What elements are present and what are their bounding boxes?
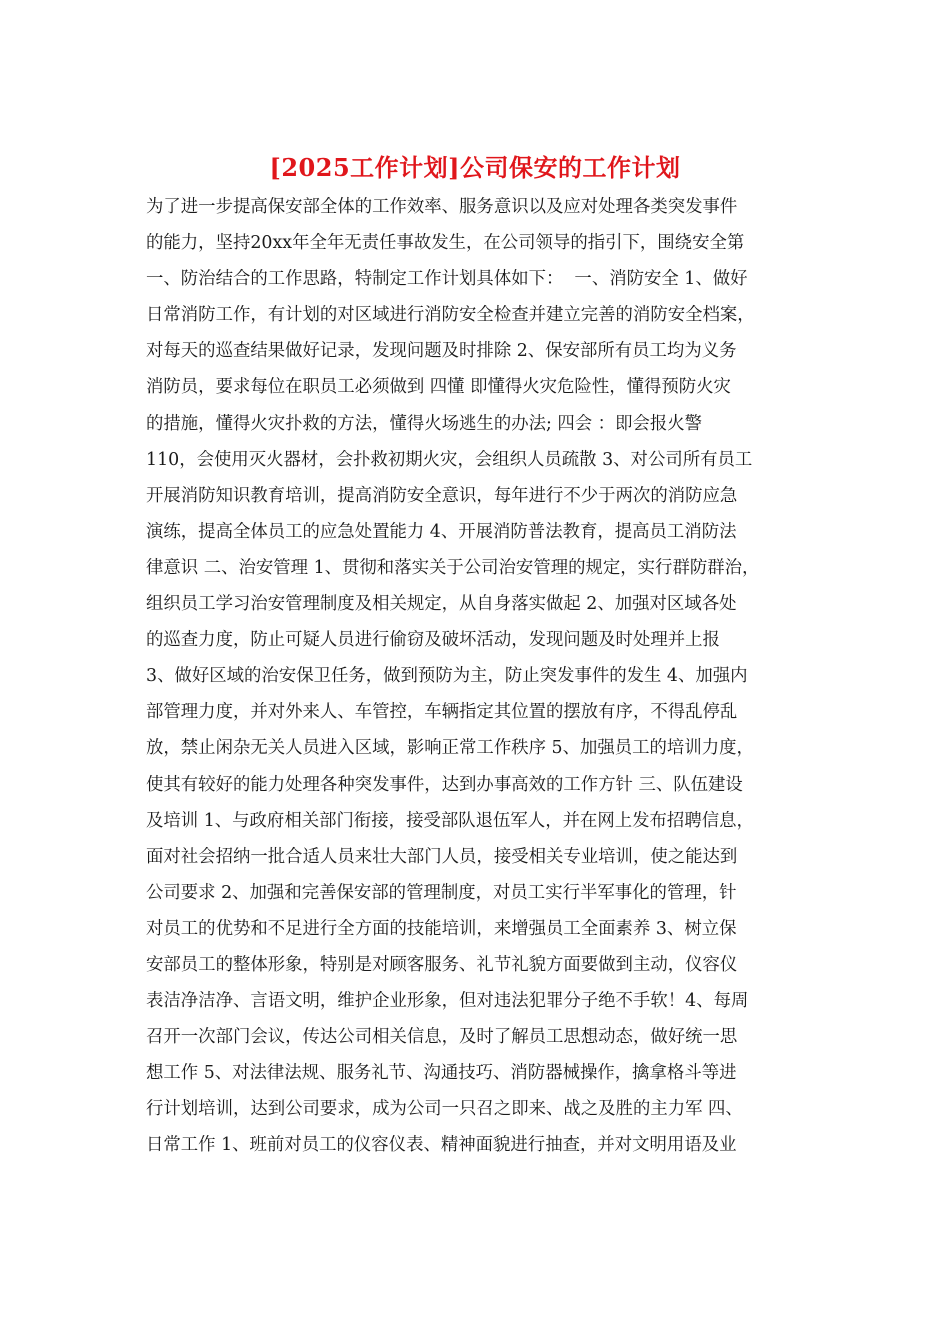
- body-line: 的措施，懂得火灾扑救的方法，懂得火场逃生的办法; 四会 ：即会报火警: [146, 413, 703, 434]
- body-line: 为了进一步提高保安部全体的工作效率、服务意识以及应对处理各类突发事件: [146, 197, 738, 217]
- body-line: 对员工的优势和不足进行全方面的技能培训，来增强员工全面素养 3、树立保: [146, 918, 737, 939]
- body-line: 的巡查力度，防止可疑人员进行偷窃及破坏活动，发现问题及时处理并上报: [146, 630, 720, 651]
- body-line: 放，禁止闲杂无关人员进入区域，影响正常工作秩序 5、加强员工的培训力度，: [146, 738, 754, 759]
- body-line: 行计划培训，达到公司要求，成为公司一只召之即来、战之及胜的主力军 四、: [146, 1099, 743, 1120]
- body-line: 日常消防工作，有计划的对区域进行消防安全检查并建立完善的消防安全档案，: [146, 305, 755, 326]
- body-line: 组织员工学习治安管理制度及相关规定，从自身落实做起 2、加强对区域各处: [146, 594, 737, 615]
- body-line: 律意识 二、治安管理 1、贯彻和落实关于公司治安管理的规定，实行群防群治，: [146, 557, 760, 578]
- body-line: 安部员工的整体形象，特别是对顾客服务、礼节礼貌方面要做到主动，仪容仪: [146, 954, 738, 975]
- document-title: [2025工作计划]公司保安的工作计划: [269, 153, 681, 182]
- body-line: 表洁净洁净、言语文明，维护企业形象，但对违法犯罪分子绝不手软！4、每周: [146, 991, 749, 1012]
- body-line: 日常工作 1、班前对员工的仪容仪表、精神面貌进行抽查，并对文明用语及业: [146, 1135, 737, 1156]
- body-line: 开展消防知识教育培训，提高消防安全意识，每年进行不少于两次的消防应急: [146, 485, 738, 506]
- body-line: 的能力，坚持20xx年全年无责任事故发生，在公司领导的指引下，围绕安全第: [146, 233, 745, 254]
- body-line: 召开一次部门会议，传达公司相关信息，及时了解员工思想动态，做好统一思: [146, 1027, 738, 1048]
- body-line: 对每天的巡查结果做好记录，发现问题及时排除 2、保安部所有员工均为义务: [146, 341, 737, 362]
- body-line: 消防员，要求每位在职员工必须做到 四懂 即懂得火灾危险性，懂得预防火灾: [146, 377, 731, 398]
- body-line: 及培训 1、与政府相关部门衔接，接受部队退伍军人，并在网上发布招聘信息，: [146, 810, 754, 831]
- body-line: 一、防治结合的工作思路，特制定工作计划具体如下： 一、消防安全 1、做好: [146, 269, 748, 290]
- body-line: 面对社会招纳一批合适人员来壮大部门人员，接受相关专业培训，使之能达到: [146, 846, 738, 867]
- body-line: 想工作 5、对法律法规、服务礼节、沟通技巧、消防器械操作，擒拿格斗等进: [146, 1063, 737, 1084]
- body-line: 110，会使用灭火器材，会扑救初期火灾，会组织人员疏散 3、对公司所有员工: [146, 449, 753, 470]
- body-line: 使其有较好的能力处理各种突发事件，达到办事高效的工作方针 三、队伍建设: [146, 774, 743, 795]
- body-line: 3、做好区域的治安保卫任务，做到预防为主，防止突发事件的发生 4、加强内: [146, 666, 748, 687]
- body-line: 部管理力度，并对外来人、车管控，车辆指定其位置的摆放有序，不得乱停乱: [146, 702, 738, 723]
- document-body: [146, 189, 826, 1164]
- body-line: 公司要求 2、加强和完善保安部的管理制度，对员工实行半军事化的管理，针: [146, 882, 737, 903]
- body-line: 演练，提高全体员工的应急处置能力 4、开展消防普法教育，提高员工消防法: [146, 521, 737, 542]
